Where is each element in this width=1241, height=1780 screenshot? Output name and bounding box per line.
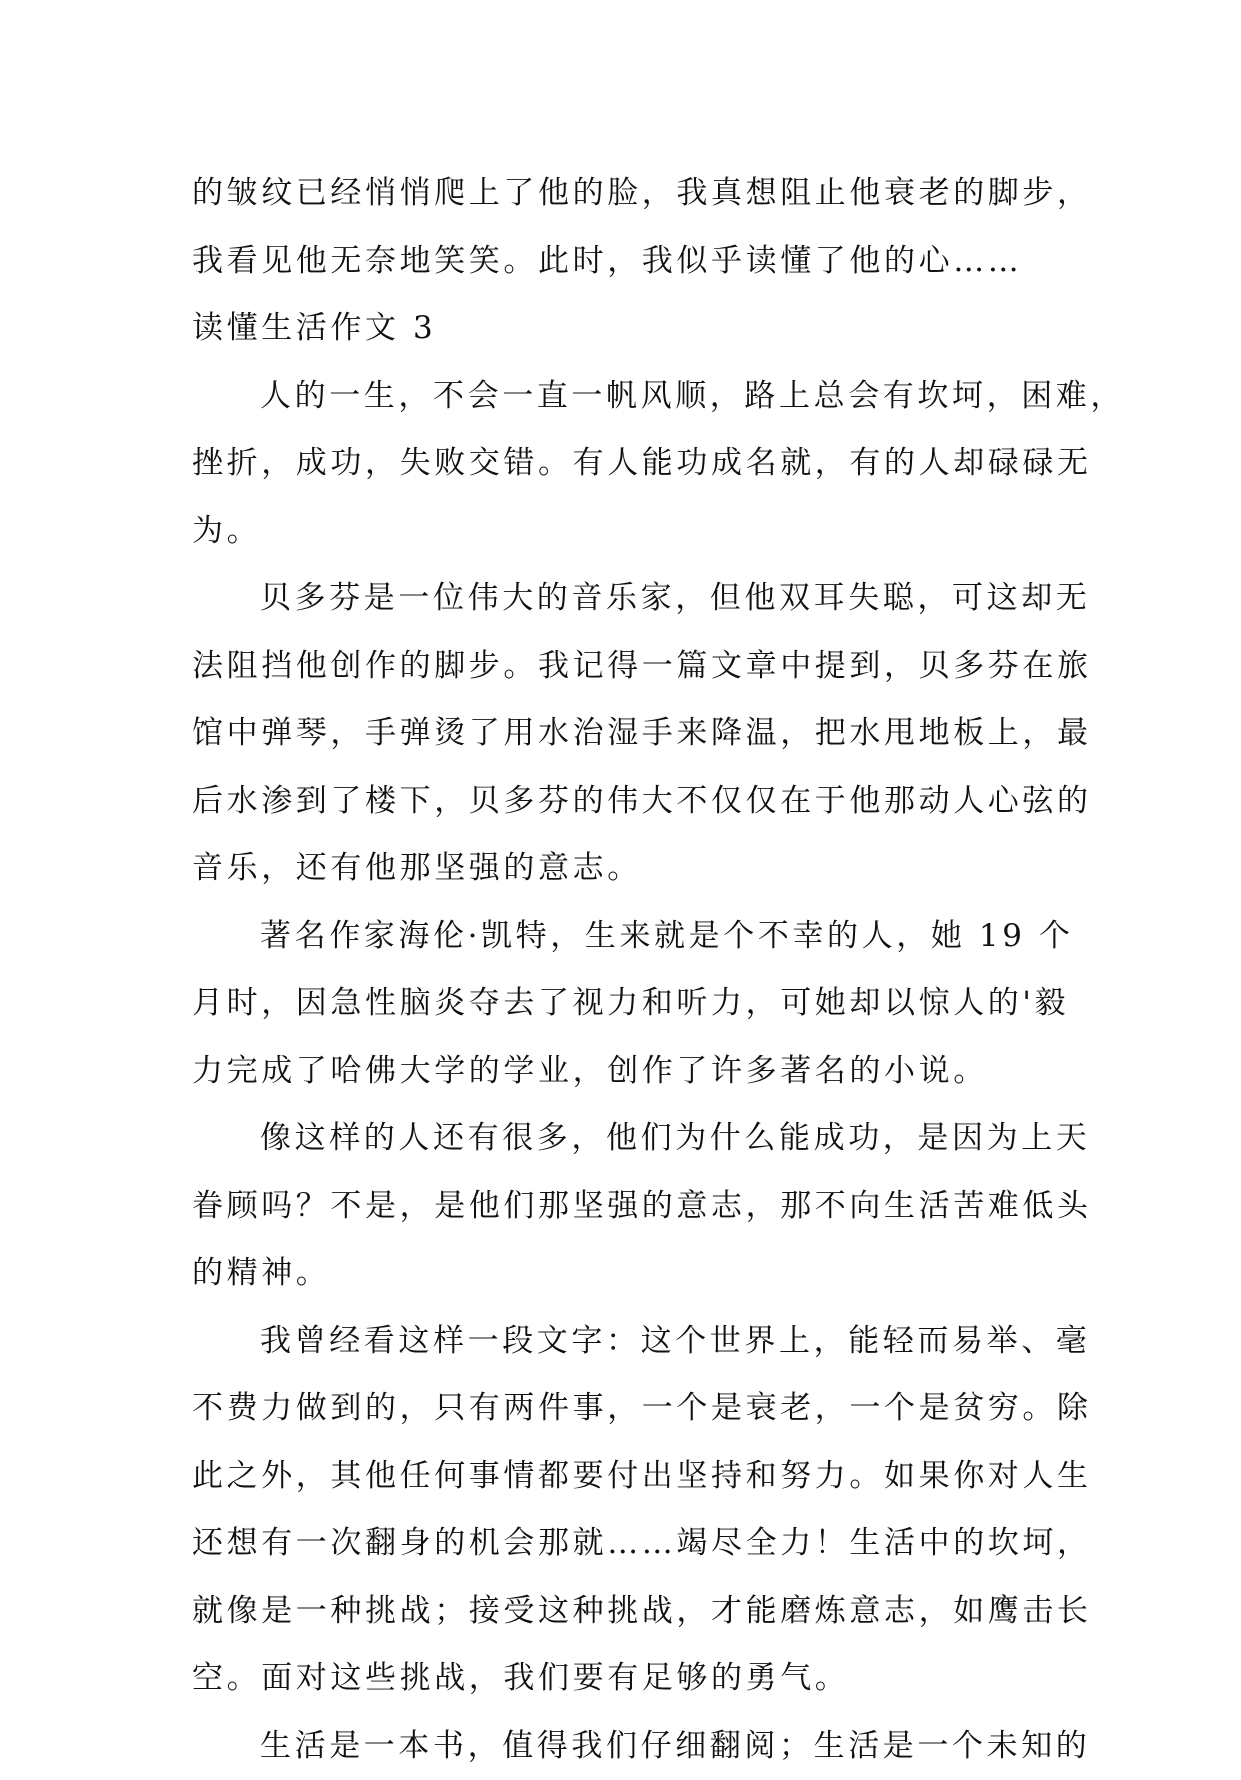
text-line: 不费力做到的，只有两件事，一个是衰老，一个是贫穷。除 xyxy=(192,1375,1058,1443)
text-line: 为。 xyxy=(192,498,1058,566)
text-line: 的皱纹已经悄悄爬上了他的脸，我真想阻止他衰老的脚步， xyxy=(192,160,1058,228)
text-line: 馆中弹琴，手弹烫了用水治湿手来降温，把水甩地板上，最 xyxy=(192,700,1058,768)
text-line: 还想有一次翻身的机会那就……竭尽全力！生活中的坎坷， xyxy=(192,1510,1058,1578)
essay-title: 读懂生活作文 3 xyxy=(192,295,1058,363)
paragraph-start-line: 我曾经看这样一段文字：这个世界上，能轻而易举、毫 xyxy=(192,1308,1058,1376)
paragraph-start-line: 贝多芬是一位伟大的音乐家，但他双耳失聪，可这却无 xyxy=(192,565,1058,633)
text-line: 挫折，成功，失败交错。有人能功成名就，有的人却碌碌无 xyxy=(192,430,1058,498)
text-line: 此之外，其他任何事情都要付出坚持和努力。如果你对人生 xyxy=(192,1443,1058,1511)
text-line: 月时，因急性脑炎夺去了视力和听力，可她却以惊人的'毅 xyxy=(192,970,1058,1038)
paragraph-start-line: 像这样的人还有很多，他们为什么能成功，是因为上天 xyxy=(192,1105,1058,1173)
document-body xyxy=(192,160,1058,1780)
text-line: 的精神。 xyxy=(192,1240,1058,1308)
text-line: 空。面对这些挑战，我们要有足够的勇气。 xyxy=(192,1645,1058,1713)
text-line: 音乐，还有他那坚强的意志。 xyxy=(192,835,1058,903)
text-line: 眷顾吗？不是，是他们那坚强的意志，那不向生活苦难低头 xyxy=(192,1173,1058,1241)
text-line: 力完成了哈佛大学的学业，创作了许多著名的小说。 xyxy=(192,1038,1058,1106)
text-line: 法阻挡他创作的脚步。我记得一篇文章中提到，贝多芬在旅 xyxy=(192,633,1058,701)
paragraph-start-line: 著名作家海伦·凯特，生来就是个不幸的人，她 19 个 xyxy=(192,903,1058,971)
text-line: 我看见他无奈地笑笑。此时，我似乎读懂了他的心…… xyxy=(192,228,1058,296)
paragraph-start-line: 人的一生，不会一直一帆风顺，路上总会有坎坷，困难， xyxy=(192,363,1058,431)
paragraph-start-line: 生活是一本书，值得我们仔细翻阅；生活是一个未知的 xyxy=(192,1713,1058,1780)
text-line: 就像是一种挑战；接受这种挑战，才能磨炼意志，如鹰击长 xyxy=(192,1578,1058,1646)
text-line: 后水渗到了楼下，贝多芬的伟大不仅仅在于他那动人心弦的 xyxy=(192,768,1058,836)
